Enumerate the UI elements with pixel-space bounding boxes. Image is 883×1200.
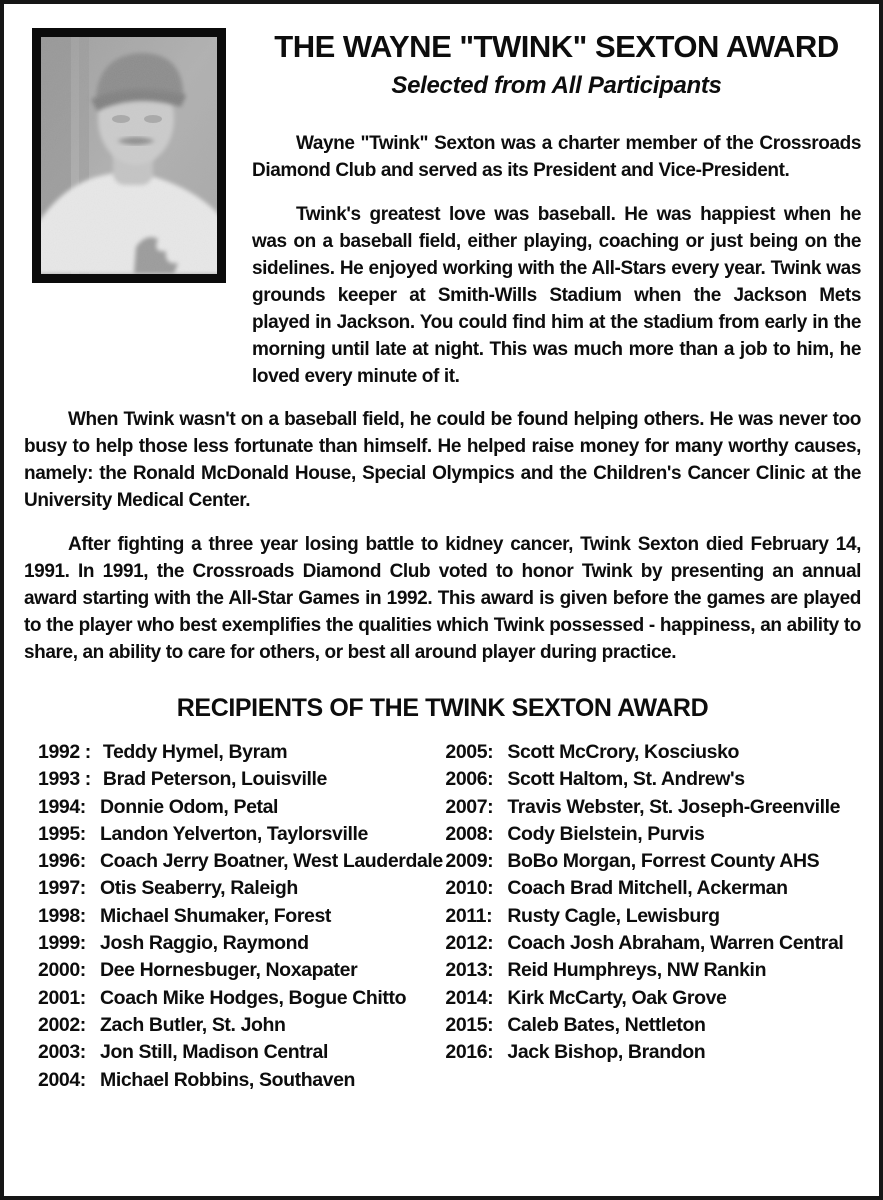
recipient-row — [38, 985, 445, 1012]
recipient-name: Josh Raggio, Raymond — [100, 932, 309, 955]
recipient-name: Scott Haltom, St. Andrew's — [507, 768, 745, 791]
recipient-name: Scott McCrory, Kosciusko — [507, 741, 740, 763]
recipients-column-left — [38, 739, 445, 1094]
page-title: THE WAYNE "TWINK" SEXTON AWARD — [274, 29, 839, 64]
recipient-year: 2003: — [38, 1041, 86, 1064]
recipient-year: 1997: — [38, 877, 86, 900]
recipients-heading: RECIPIENTS OF THE TWINK SEXTON AWARD — [176, 694, 709, 722]
recipient-year: 1995: — [38, 822, 86, 845]
recipient-row — [38, 848, 445, 875]
recipient-name: Rusty Cagle, Lewisburg — [507, 904, 720, 927]
recipient-row — [445, 985, 861, 1012]
recipient-year: 2016: — [445, 1041, 494, 1064]
recipient-row — [445, 794, 861, 821]
recipient-year: 1999: — [38, 932, 86, 955]
recipient-name: BoBo Morgan, Forrest County AHS — [507, 850, 820, 873]
paragraph-award-history: After fighting a three year losing battle to kidney cancer, Twink Sexton died February 14, 1991. In 1991, the Crossroads Diamond Club voted to honor Twink by presenting an annual award starting with the All-Star Games in 1992. This award is given before the games are played to the player who best exemplifies the qualities which Twink possessed - happiness, an ability to share, an ability to care for others, or best all around player during practice. — [24, 534, 861, 663]
recipient-year: 2005: — [445, 741, 494, 763]
recipient-row — [445, 930, 861, 957]
recipient-row — [445, 957, 861, 984]
recipient-name: Zach Butler, St. John — [100, 1013, 286, 1036]
recipient-name: Caleb Bates, Nettleton — [507, 1013, 706, 1036]
recipient-row — [38, 766, 445, 793]
recipient-row — [38, 1012, 445, 1039]
recipient-year: 2004: — [38, 1068, 86, 1091]
recipient-row — [445, 903, 861, 930]
recipient-year: 2012: — [445, 932, 494, 955]
top-section — [24, 28, 861, 390]
recipient-row — [38, 794, 445, 821]
portrait-photo — [32, 28, 226, 283]
recipient-year: 2009: — [445, 850, 494, 873]
recipient-year: 2010: — [445, 877, 494, 900]
intro-column — [226, 28, 861, 390]
recipient-year: 2014: — [445, 986, 494, 1009]
recipients-columns — [24, 739, 861, 1094]
recipient-year: 2008: — [445, 822, 494, 845]
recipient-name: Jon Still, Madison Central — [100, 1041, 328, 1064]
recipient-name: Cody Bielstein, Purvis — [507, 822, 705, 845]
recipient-name: Kirk McCarty, Oak Grove — [507, 986, 727, 1009]
recipient-year: 2006: — [445, 768, 494, 791]
recipient-row — [38, 957, 445, 984]
recipient-row — [38, 903, 445, 930]
recipient-row — [38, 875, 445, 902]
recipient-year: 2000: — [38, 959, 86, 982]
body-section — [24, 406, 861, 666]
recipient-year: 2002: — [38, 1013, 86, 1036]
recipient-name: Reid Humphreys, NW Rankin — [507, 959, 767, 982]
recipient-year: 1998: — [38, 904, 86, 927]
recipient-name: Brad Peterson, Louisville — [102, 768, 327, 791]
recipient-name: Teddy Hymel, Byram — [102, 741, 288, 763]
recipient-year: 1993 : — [38, 768, 91, 791]
recipient-row — [445, 739, 861, 766]
paragraph-charter-member: Wayne "Twink" Sexton was a charter member of the Crossroads Diamond Club and served as its President and Vice-President. — [252, 133, 861, 181]
recipient-name: Coach Josh Abraham, Warren Central — [507, 932, 844, 955]
recipient-year: 1992 : — [38, 741, 91, 763]
recipient-year: 2013: — [445, 959, 494, 982]
recipient-row — [445, 821, 861, 848]
recipient-name: Landon Yelverton, Taylorsville — [100, 822, 368, 845]
recipient-year: 1994: — [38, 795, 86, 818]
recipient-year: 2007: — [445, 795, 494, 818]
recipient-name: Coach Jerry Boatner, West Lauderdale — [100, 850, 443, 873]
recipient-name: Coach Brad Mitchell, Ackerman — [507, 877, 788, 900]
recipient-name: Donnie Odom, Petal — [100, 795, 279, 818]
recipient-name: Otis Seaberry, Raleigh — [100, 877, 298, 900]
recipient-row — [38, 739, 445, 766]
recipient-row — [445, 1012, 861, 1039]
recipient-year: 2001: — [38, 986, 86, 1009]
paragraph-greatest-love: Twink's greatest love was baseball. He was happiest when he was on a baseball field, either playing, coaching or just being on the sidelines. He enjoyed working with the All-Stars every year. Twink was grounds keeper at Smith-Wills Stadium when the Jackson Mets played in Jackson. You could find him at the stadium from early in the morning until late at night. This was much more than a job to him, he loved every minute of it. — [252, 204, 861, 387]
page-subtitle: Selected from All Participants — [391, 72, 722, 99]
recipient-year: 2011: — [445, 904, 493, 927]
recipient-row — [38, 930, 445, 957]
recipients-column-right — [445, 739, 861, 1094]
recipient-year: 1996: — [38, 850, 86, 873]
recipient-row — [445, 848, 861, 875]
recipient-row — [38, 821, 445, 848]
recipient-row — [445, 1039, 861, 1066]
paragraph-helping-others: When Twink wasn't on a baseball field, he could be found helping others. He was never too busy to help those less fortunate than himself. He helped raise money for many worthy causes, namely: the Ronald McDonald House, Special Olympics and the Children's Cancer Clinic at the University Medical Center. — [24, 409, 861, 511]
recipient-name: Jack Bishop, Brandon — [507, 1041, 706, 1064]
recipient-row — [445, 875, 861, 902]
recipient-row — [38, 1067, 445, 1094]
recipient-name: Michael Robbins, Southaven — [100, 1068, 356, 1091]
recipient-row — [445, 766, 861, 793]
recipient-year: 2015: — [445, 1013, 494, 1036]
portrait-photo-graphic — [41, 37, 217, 274]
recipient-name: Travis Webster, St. Joseph-Greenville — [507, 795, 841, 818]
recipient-name: Dee Hornesbuger, Noxapater — [100, 959, 358, 982]
recipient-row — [38, 1039, 445, 1066]
recipient-name: Coach Mike Hodges, Bogue Chitto — [100, 986, 407, 1009]
recipient-name: Michael Shumaker, Forest — [100, 904, 331, 927]
